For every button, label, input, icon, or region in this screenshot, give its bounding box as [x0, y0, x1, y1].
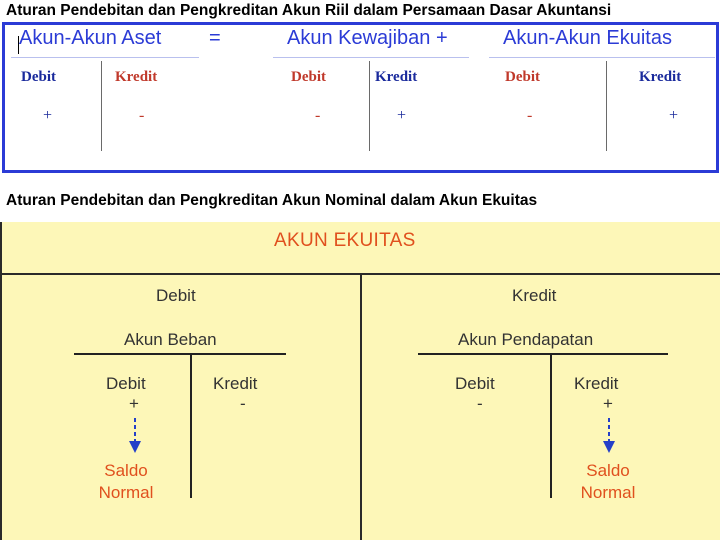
revenue-normal-balance-line1: Saldo	[586, 461, 630, 480]
center-divider	[360, 274, 362, 540]
liabilities-debit-sign: -	[315, 107, 321, 124]
assets-t-divider	[101, 61, 102, 151]
expense-normal-balance-line1: Saldo	[104, 461, 148, 480]
equity-diagram-title: AKUN EKUITAS	[274, 230, 416, 251]
expense-kredit-label: Kredit	[213, 374, 258, 393]
assets-underline	[11, 57, 199, 58]
revenue-debit-sign: -	[477, 394, 483, 413]
liabilities-kredit-sign: +	[397, 107, 407, 124]
nominal-accounts-heading: Aturan Pendebitan dan Pengkreditan Akun Nominal dalam Akun Ekuitas	[6, 192, 538, 209]
liabilities-label: Akun Kewajiban +	[287, 27, 448, 49]
revenue-normal-balance-line2: Normal	[580, 483, 636, 502]
revenue-normal-balance	[560, 460, 656, 504]
equity-label: Akun-Akun Ekuitas	[503, 27, 672, 49]
expense-kredit-sign: -	[240, 394, 246, 413]
expense-normal-balance-line2: Normal	[98, 483, 154, 502]
left-border	[0, 222, 2, 540]
left-side-label: Debit	[156, 286, 196, 305]
assets-kredit-label: Kredit	[115, 69, 158, 85]
expense-debit-label: Debit	[106, 374, 146, 393]
revenue-debit-label: Debit	[455, 374, 495, 393]
revenue-t-stem	[550, 355, 552, 498]
right-side-label: Kredit	[512, 286, 557, 305]
expense-debit-sign: +	[129, 394, 139, 413]
equity-underline	[489, 57, 715, 58]
expense-t-top	[74, 353, 286, 355]
equity-t-divider	[606, 61, 607, 151]
real-accounts-heading: Aturan Pendebitan dan Pengkreditan Akun Riil dalam Persamaan Dasar Akuntansi	[6, 2, 612, 19]
assets-label: Akun-Akun Aset	[19, 27, 162, 49]
assets-kredit-sign: -	[139, 107, 145, 124]
revenue-kredit-label: Kredit	[574, 374, 619, 393]
expense-t-stem	[190, 355, 192, 498]
liabilities-underline	[273, 57, 469, 58]
equity-kredit-label: Kredit	[639, 69, 682, 85]
revenue-kredit-sign: +	[603, 394, 613, 413]
assets-debit-sign: +	[43, 107, 53, 124]
equity-diagram	[0, 222, 720, 540]
expense-arrow-down-icon	[126, 418, 144, 456]
expense-normal-balance	[78, 460, 174, 504]
expense-account-label: Akun Beban	[124, 330, 217, 349]
liabilities-t-divider	[369, 61, 370, 151]
equity-debit-sign: -	[527, 107, 533, 124]
revenue-t-top	[418, 353, 668, 355]
equity-kredit-sign: +	[669, 107, 679, 124]
assets-debit-label: Debit	[21, 69, 56, 85]
revenue-account-label: Akun Pendapatan	[458, 330, 594, 349]
equity-debit-label: Debit	[505, 69, 540, 85]
equals-sign: =	[209, 27, 221, 49]
revenue-arrow-down-icon	[600, 418, 618, 456]
accounting-equation-figure	[2, 22, 719, 173]
liabilities-debit-label: Debit	[291, 69, 326, 85]
liabilities-kredit-label: Kredit	[375, 69, 418, 85]
